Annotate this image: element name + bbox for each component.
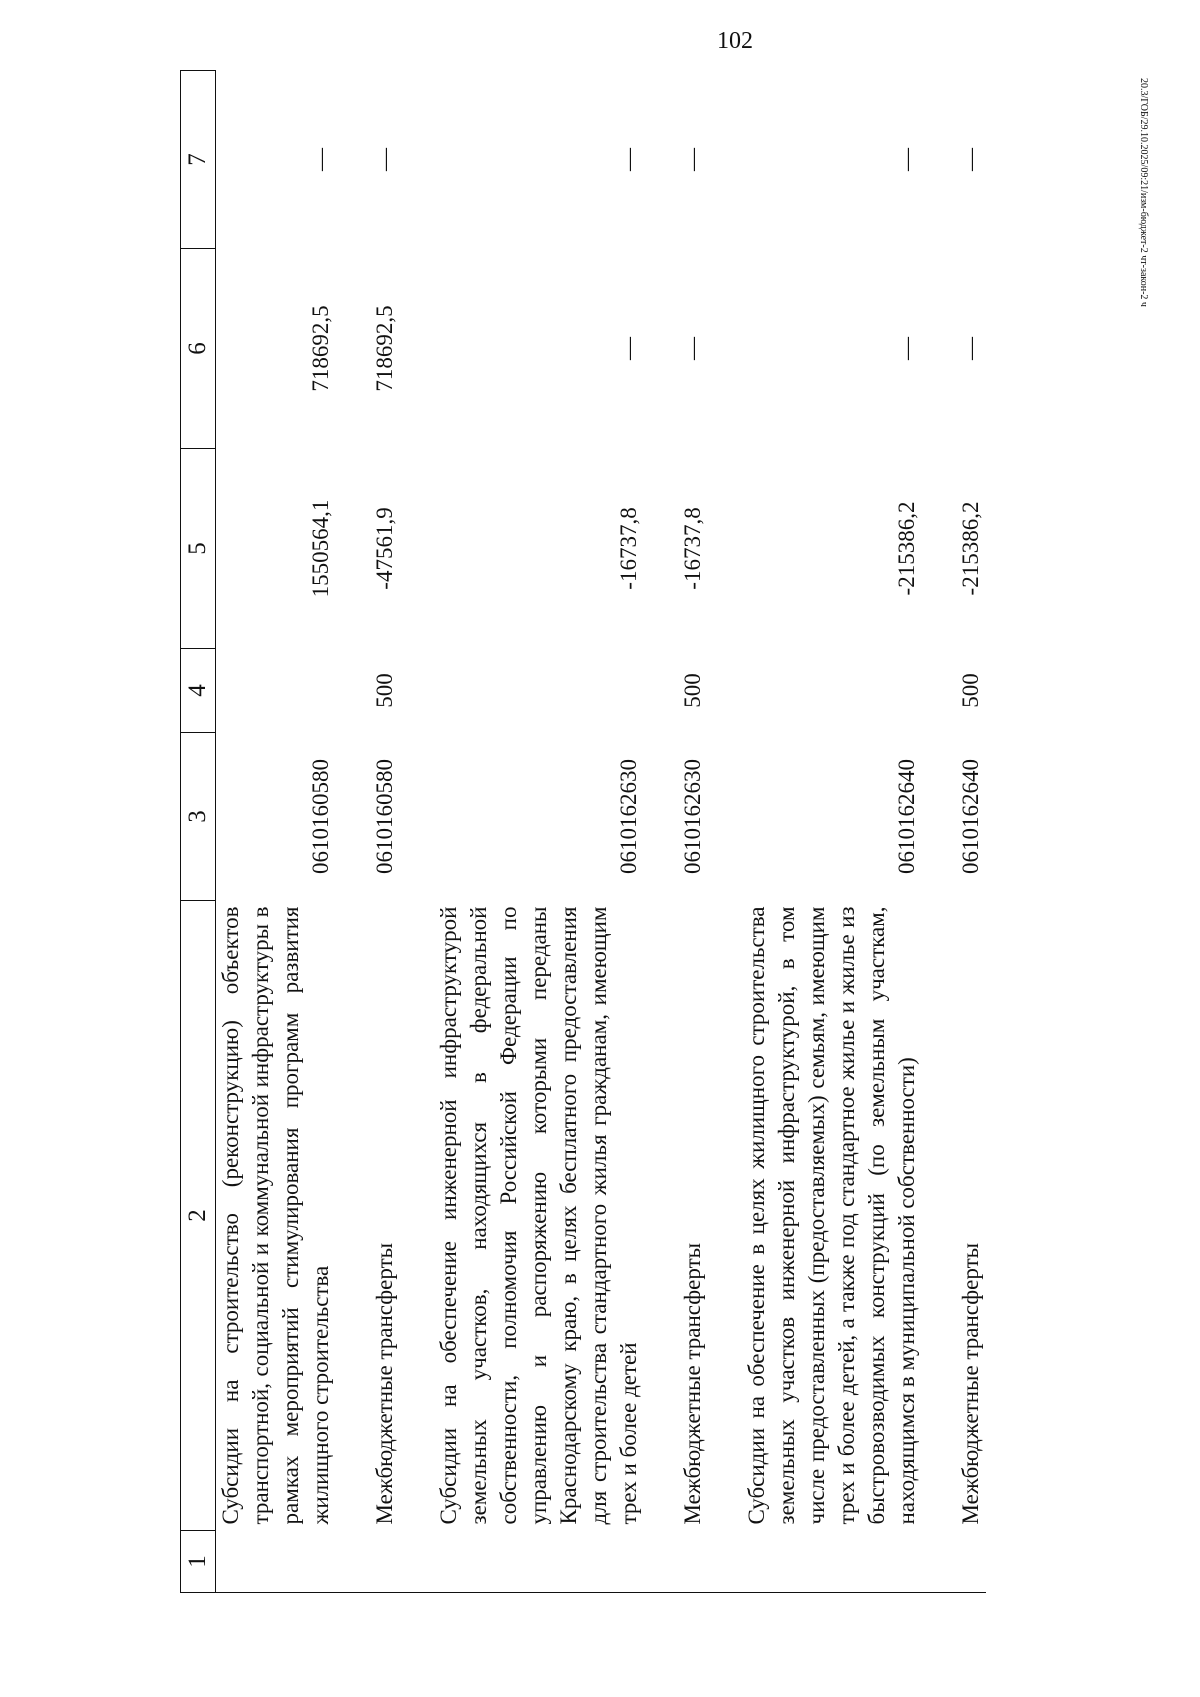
spacer-cell (336, 449, 370, 649)
cell-col-1 (216, 1531, 337, 1593)
table-row (956, 71, 986, 1593)
cell-amount-col5: -215386,2 (894, 501, 919, 596)
cell-target-code: 0610162640 (958, 759, 983, 874)
header-col-1: 1 (181, 1531, 216, 1593)
header-col-5: 5 (181, 449, 216, 649)
cell-amount-col6: 718692,5 (372, 305, 397, 392)
cell-amount-col6: 718692,5 (308, 305, 333, 392)
row-spacer (922, 71, 956, 1593)
cell-amount-col7: — (680, 148, 705, 171)
spacer-cell (400, 733, 434, 901)
spacer-cell (708, 71, 742, 249)
spacer-cell (336, 649, 370, 733)
spacer-cell (400, 901, 434, 1531)
spacer-cell (922, 649, 956, 733)
spacer-cell (400, 249, 434, 449)
spacer-cell (644, 649, 678, 733)
cell-description: Субсидии на обеспечение инженерной инфраструктурой земельных участков, находящихся в федеральной собственности, полномочия Российской Федерации по управлению и распоряжению которыми переданы Краснодарскому краю, в целях бесплатного предоставления для строительства стандартного жилья гражданам, имеющим трех и более детей (436, 906, 641, 1525)
cell-amount-col6: — (616, 337, 641, 360)
cell-amount-col5: 1550564,1 (308, 499, 333, 598)
table-row (370, 71, 400, 1593)
spacer-cell (336, 71, 370, 249)
header-col-4: 4 (181, 649, 216, 733)
cell-description: Межбюджетные трансферты (680, 1242, 705, 1525)
cell-expense-type: 500 (372, 673, 397, 708)
cell-description: Субсидии на обеспечение в целях жилищного строительства земельных участков инженерной инфраструктурой, в том числе предоставленных (предоставляемых) семьям, имеющим трех и более детей, а также под стандартное жилье и жилье из быстровозводимых конструкций (по земельным участкам, находящимся в муниципальной собственности) (744, 906, 919, 1525)
table-row (434, 71, 644, 1593)
row-spacer (336, 71, 370, 1593)
cell-amount-col5: -16737,8 (616, 507, 641, 590)
budget-table (180, 70, 986, 1593)
cell-description: Межбюджетные трансферты (958, 1242, 983, 1525)
row-spacer (400, 71, 434, 1593)
cell-amount-col6: — (958, 337, 983, 360)
cell-col-1 (434, 1531, 644, 1593)
cell-description: Межбюджетные трансферты (372, 1242, 397, 1525)
row-spacer (708, 71, 742, 1593)
cell-description: Субсидии на строительство (реконструкцию) объектов транспортной, социальной и коммунальной инфраструктуры в рамках мероприятий стимулирования программ развития жилищного строительства (218, 906, 333, 1525)
cell-amount-col5: -47561,9 (372, 507, 397, 590)
cell-amount-col7: — (308, 148, 333, 171)
spacer-cell (336, 733, 370, 901)
spacer-cell (644, 449, 678, 649)
spacer-cell (336, 1531, 370, 1593)
cell-amount-col7: — (616, 148, 641, 171)
cell-target-code: 0610160580 (372, 759, 397, 874)
spacer-cell (644, 249, 678, 449)
spacer-cell (922, 449, 956, 649)
table-row (216, 71, 337, 1593)
spacer-cell (708, 733, 742, 901)
spacer-cell (708, 449, 742, 649)
header-col-7: 7 (181, 71, 216, 249)
cell-amount-col6: — (680, 337, 705, 360)
document-code: 20.3/ГОБ/29.10.2025/09:21/изм-бюджет-2 чт-закон-2 ч (1138, 78, 1149, 307)
spacer-cell (922, 249, 956, 449)
cell-amount-col7: — (894, 148, 919, 171)
cell-amount-col6: — (894, 337, 919, 360)
spacer-cell (708, 1531, 742, 1593)
spacer-cell (922, 733, 956, 901)
table-row (678, 71, 708, 1593)
cell-expense-type: 500 (958, 673, 983, 708)
spacer-cell (644, 1531, 678, 1593)
spacer-cell (336, 249, 370, 449)
spacer-cell (922, 1531, 956, 1593)
cell-col-1 (370, 1531, 400, 1593)
spacer-cell (708, 901, 742, 1531)
spacer-cell (708, 649, 742, 733)
header-row (181, 71, 216, 1593)
spacer-cell (644, 71, 678, 249)
cell-expense-type (434, 649, 644, 733)
spacer-cell (644, 733, 678, 901)
rotated-budget-table (180, 71, 1100, 1593)
cell-target-code: 0610162640 (894, 759, 919, 874)
cell-col-1 (742, 1531, 922, 1593)
row-spacer (644, 71, 678, 1593)
cell-target-code: 0610160580 (308, 759, 333, 874)
cell-target-code: 0610162630 (616, 759, 641, 874)
cell-expense-type (742, 649, 922, 733)
header-col-2: 2 (181, 901, 216, 1531)
cell-target-code: 0610162630 (680, 759, 705, 874)
page-number: 102 (717, 28, 753, 54)
cell-amount-col5: -215386,2 (958, 501, 983, 596)
header-col-3: 3 (181, 733, 216, 901)
header-col-6: 6 (181, 249, 216, 449)
cell-amount-col7: — (958, 148, 983, 171)
spacer-cell (922, 901, 956, 1531)
spacer-cell (336, 901, 370, 1531)
spacer-cell (708, 249, 742, 449)
spacer-cell (922, 71, 956, 249)
spacer-cell (400, 449, 434, 649)
cell-amount-col5: -16737,8 (680, 507, 705, 590)
cell-col-1 (956, 1531, 986, 1593)
cell-col-1 (678, 1531, 708, 1593)
table-row (742, 71, 922, 1593)
cell-expense-type: 500 (680, 673, 705, 708)
spacer-cell (400, 71, 434, 249)
spacer-cell (400, 649, 434, 733)
cell-amount-col7: — (372, 148, 397, 171)
cell-expense-type (216, 649, 337, 733)
table-body (216, 71, 987, 1593)
spacer-cell (400, 1531, 434, 1593)
spacer-cell (644, 901, 678, 1531)
